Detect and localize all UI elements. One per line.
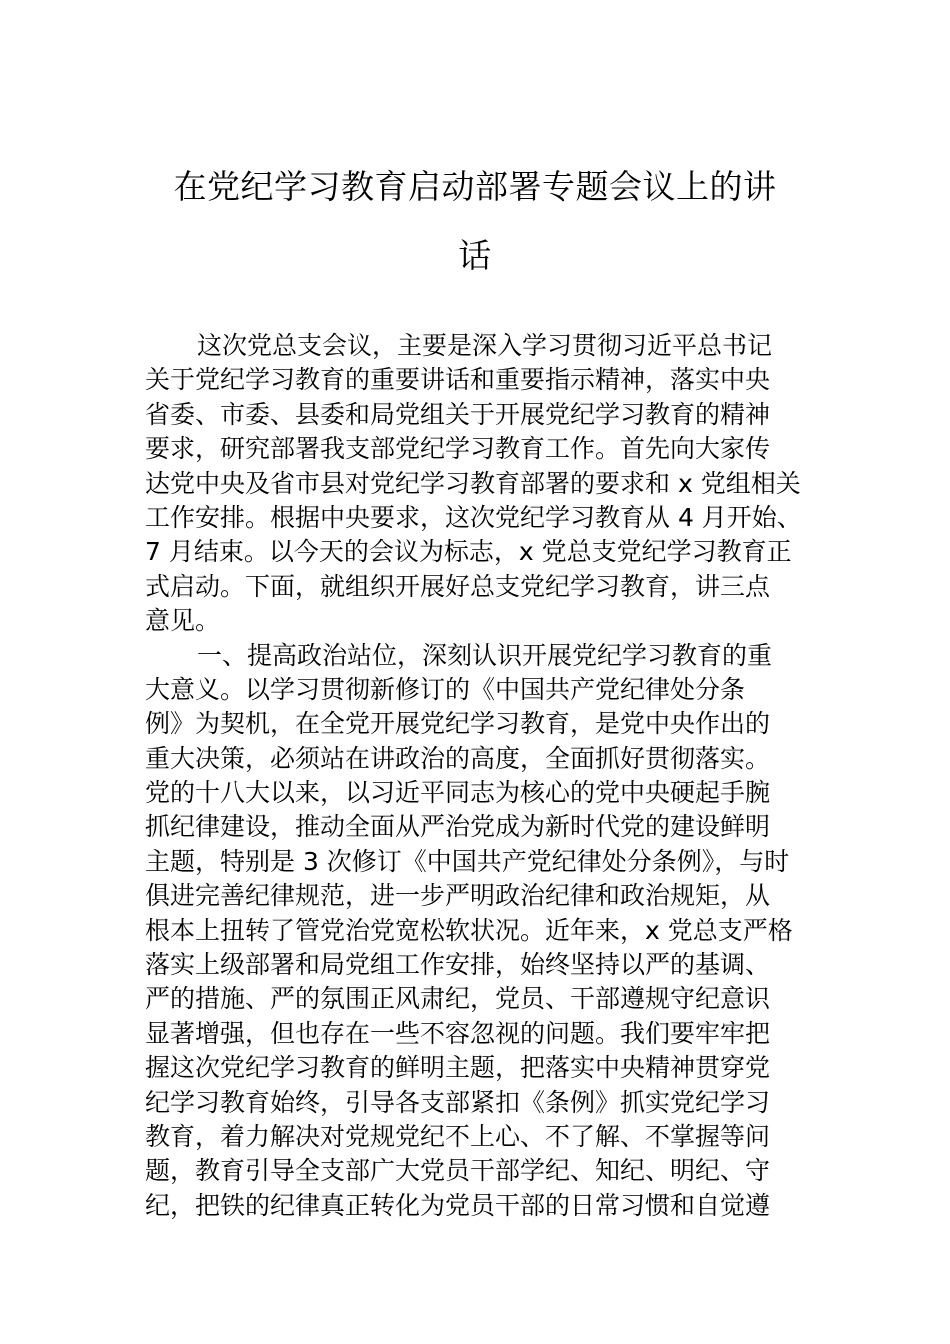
body-line: 关于党纪学习教育的重要讲话和重要指示精神，落实中央 — [145, 365, 771, 395]
body-line: 省委、市委、县委和局党组关于开展党纪学习教育的精神 — [145, 399, 771, 429]
body-line: 纪，把铁的纪律真正转化为党员干部的日常习惯和自觉遵 — [145, 1190, 771, 1220]
body-line: 式启动。下面，就组织开展好总支党纪学习教育，讲三点 — [145, 571, 771, 601]
body-line: 这次党总支会议，主要是深入学习贯彻习近平总书记 — [197, 331, 773, 360]
section-heading-line: 一、提高政治站位，深刻认识开展党纪学习教育的重 — [197, 640, 773, 670]
body-line: 抓纪律建设，推动全面从严治党成为新时代党的建设鲜明 — [145, 812, 771, 842]
body-line: 教育，着力解决对党规党纪不上心、不了解、不掌握等问 — [145, 1121, 771, 1151]
body-line: 重大决策，必须站在讲政治的高度，全面抓好贯彻落实。 — [145, 743, 771, 773]
body-line: 严的措施、严的氛围正风肃纪，党员、干部遵规守纪意识 — [145, 984, 771, 1014]
document-title-line-2: 话 — [458, 236, 492, 275]
body-line: 纪学习教育始终，引导各支部紧扣《条例》抓实党纪学习 — [145, 1087, 771, 1117]
body-line: 党的十八大以来，以习近平同志为核心的党中央硬起手腕 — [145, 778, 771, 808]
body-line: 俱进完善纪律规范，进一步严明政治纪律和政治规矩，从 — [145, 881, 771, 911]
body-line: 题，教育引导全支部广大党员干部学纪、知纪、明纪、守 — [145, 1156, 771, 1186]
body-line: 意见。 — [145, 606, 221, 636]
body-line: 要求，研究部署我支部党纪学习教育工作。首先向大家传 — [145, 434, 771, 464]
body-line: 落实上级部署和局党组工作安排，始终坚持以严的基调、 — [145, 950, 771, 980]
body-line: 大意义。以学习贯彻新修订的《中国共产党纪律处分条 — [145, 674, 746, 704]
body-line: 显著增强，但也存在一些不容忽视的问题。我们要牢牢把 — [145, 1018, 771, 1048]
body-line: 达党中央及省市县对党纪学习教育部署的要求和 x 党组相关 — [145, 468, 801, 498]
document-body — [145, 329, 815, 1223]
body-line: 根本上扭转了管党治党宽松软状况。近年来，x 党总支严格 — [145, 915, 793, 945]
body-line: 主题，特别是 3 次修订《中国共产党纪律处分条例》，与时 — [145, 846, 790, 876]
body-line: 7 月结束。以今天的会议为标志，x 党总支党纪学习教育正 — [145, 537, 792, 567]
body-line: 握这次党纪学习教育的鲜明主题，把落实中央精神贯穿党 — [145, 1053, 771, 1083]
body-line: 例》为契机，在全党开展党纪学习教育，是党中央作出的 — [145, 709, 771, 739]
document-title-line-1: 在党纪学习教育启动部署专题会议上的讲 — [173, 167, 777, 206]
body-line: 工作安排。根据中央要求，这次党纪学习教育从 4 月开始、 — [145, 502, 802, 532]
